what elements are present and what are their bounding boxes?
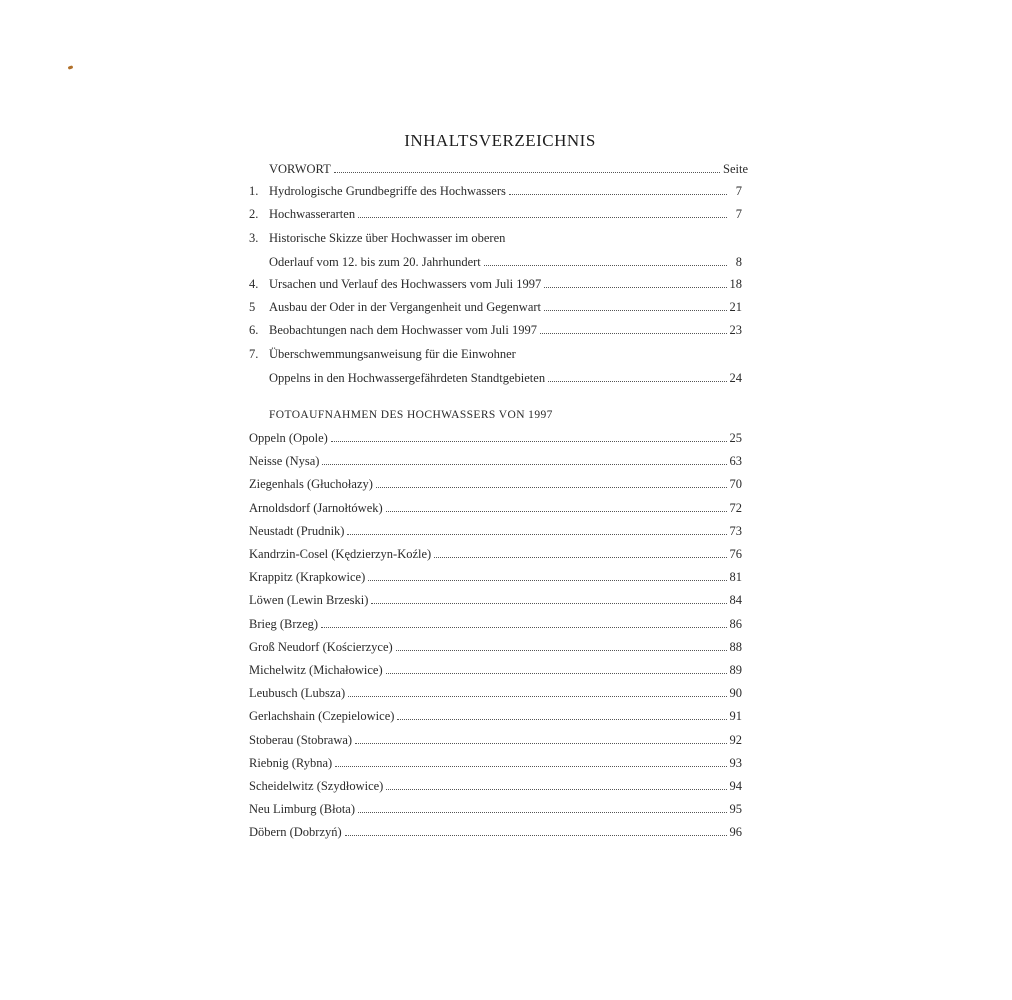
leader-dots [484, 254, 727, 266]
toc-page-number: 73 [729, 523, 742, 538]
leader-dots [396, 639, 727, 651]
toc-page-number: 86 [729, 616, 742, 631]
leader-dots [334, 161, 720, 173]
toc-page-number: 92 [729, 732, 742, 747]
leader-dots [544, 299, 726, 311]
toc-row-photo [249, 824, 742, 840]
toc-entry-text: Überschwemmungsanweisung für die Einwohner [269, 347, 516, 361]
toc-entry-text: Neu Limburg (Błota) [249, 802, 355, 817]
toc-entry-text: Oppelns in den Hochwassergefährdeten Standtgebieten [269, 371, 546, 385]
chapter-number: 5 [249, 300, 256, 314]
toc-page-number: 93 [729, 755, 742, 770]
toc-row-photo [249, 708, 742, 724]
toc-page-number: 18 [729, 277, 742, 291]
leader-dots [345, 824, 727, 836]
toc-row-photo [249, 430, 742, 446]
page-title: INHALTSVERZEICHNIS [404, 131, 596, 150]
toc-entry-text: Löwen (Lewin Brzeski) [249, 593, 369, 608]
toc-row-photo [249, 801, 742, 817]
leader-dots [335, 755, 726, 767]
toc-row-photo [249, 639, 742, 655]
toc-page-number: 81 [729, 570, 742, 585]
leader-dots [386, 500, 727, 512]
leader-dots [509, 183, 727, 195]
toc-row-photo [249, 500, 742, 516]
chapter-number: 2. [249, 207, 259, 221]
toc-row-photo [249, 453, 742, 469]
chapter-number: 7. [249, 347, 259, 361]
toc-row-chapter [249, 230, 742, 246]
toc-entry-text: Scheidelwitz (Szydłowice) [249, 779, 384, 793]
leader-dots [386, 662, 727, 674]
toc-entry-text: Brieg (Brzeg) [249, 616, 319, 631]
toc-entry-text: Beobachtungen nach dem Hochwasser vom Juli 1997 [269, 323, 537, 337]
toc-row-photo [249, 476, 742, 492]
toc-row-photo [249, 616, 742, 632]
toc-page-number: 94 [729, 779, 742, 793]
toc-page-number: 63 [729, 454, 742, 469]
leader-dots [331, 430, 727, 442]
leader-dots [358, 206, 727, 218]
toc-page-number: 21 [729, 300, 742, 314]
toc-page-number: 76 [729, 547, 742, 561]
toc-entry-text: Gerlachshain (Czepielowice) [249, 709, 395, 724]
toc-entry-text: Neisse (Nysa) [249, 454, 320, 469]
toc-page-number: 95 [729, 802, 742, 817]
toc-entry-text: VORWORT [269, 162, 331, 176]
leader-dots [540, 322, 727, 334]
toc-page-number: 24 [729, 371, 742, 385]
toc-entry-text: Oderlauf vom 12. bis zum 20. Jahrhundert [269, 255, 481, 269]
toc-row-photo [249, 685, 742, 701]
toc-row-photo [249, 755, 742, 771]
toc-page-number: 25 [729, 431, 742, 445]
toc-row-chapter [249, 254, 742, 270]
leader-dots [358, 801, 727, 813]
toc-row-photo [249, 778, 742, 794]
leader-dots [544, 276, 726, 288]
toc-entry-text: Döbern (Dobrzyń) [249, 825, 342, 840]
toc-page-number: 72 [729, 500, 742, 515]
toc-page-number: 23 [729, 323, 742, 337]
chapter-number: 4. [249, 277, 259, 291]
toc-entry-text: Kandrzin-Cosel (Kędzierzyn-Koźle) [249, 547, 432, 561]
leader-dots [347, 523, 726, 535]
toc-page-number: 89 [729, 663, 742, 677]
toc-page-number: 8 [735, 255, 742, 269]
toc-page-number: 7 [735, 207, 742, 221]
toc-page-number: 7 [735, 184, 742, 198]
toc-row-chapter [249, 346, 742, 362]
toc-entry-text: Ausbau der Oder in der Vergangenheit und Gegenwart [269, 300, 542, 314]
toc-page-header: Seite [723, 162, 748, 176]
toc-row-chapter [249, 370, 742, 386]
paper-speck [68, 65, 74, 70]
toc-row-chapter [249, 206, 742, 222]
toc-entry-text: Hydrologische Grundbegriffe des Hochwassers [269, 184, 506, 198]
toc-row-chapter [249, 322, 742, 338]
toc-row-photo [249, 569, 742, 585]
leader-dots [321, 616, 726, 628]
chapter-number: 3. [249, 231, 259, 245]
toc-row-photo [249, 662, 742, 678]
toc-page-number: 84 [729, 593, 742, 608]
toc-row-chapter [249, 183, 742, 199]
toc-row-chapter [249, 299, 742, 315]
toc-page-number: 96 [729, 825, 742, 840]
leader-dots [376, 476, 727, 488]
chapter-number: 6. [249, 323, 259, 337]
toc-row-photo [249, 592, 742, 608]
leader-dots [348, 685, 726, 697]
toc-entry-text: Ziegenhals (Głuchołazy) [249, 477, 373, 492]
leader-dots [386, 778, 726, 790]
leader-dots [548, 370, 726, 382]
toc-entry-text: Groß Neudorf (Kościerzyce) [249, 639, 393, 654]
toc-page-number: 90 [729, 686, 742, 701]
toc-entry-text: Hochwasserarten [269, 207, 356, 221]
toc-entry-text: Ursachen und Verlauf des Hochwassers vom Juli 1997 [269, 277, 542, 291]
toc-row-chapter [249, 276, 742, 292]
toc-row-photo [249, 546, 742, 562]
toc-entry-text: Riebnig (Rybna) [249, 755, 333, 770]
toc-page-number: 91 [729, 709, 742, 724]
leader-dots [397, 708, 726, 720]
leader-dots [434, 546, 726, 558]
toc-entry-text: Michelwitz (Michałowice) [249, 663, 383, 677]
toc-page-number: 88 [729, 639, 742, 654]
leader-dots [322, 453, 726, 465]
toc-entry-text: Oppeln (Opole) [249, 431, 328, 445]
toc-entry-text: Neustadt (Prudnik) [249, 523, 345, 538]
toc-entry-text: Stoberau (Stobrawa) [249, 732, 353, 747]
toc-row-photo [249, 523, 742, 539]
leader-dots [371, 592, 726, 604]
leader-dots [368, 569, 726, 581]
toc-page-number: 70 [729, 477, 742, 492]
toc-entry-text: Leubusch (Lubsza) [249, 686, 346, 701]
toc-entry-text: Historische Skizze über Hochwasser im oberen [269, 231, 506, 245]
toc-row-vorwort [269, 161, 748, 177]
toc-row-photo [249, 732, 742, 748]
photos-heading: FOTOAUFNAHMEN DES HOCHWASSERS VON 1997 [269, 409, 553, 421]
toc-entry-text: Krappitz (Krapkowice) [249, 570, 366, 585]
leader-dots [355, 732, 726, 744]
chapter-number: 1. [249, 184, 259, 198]
toc-entry-text: Arnoldsdorf (Jarnołtówek) [249, 500, 383, 515]
